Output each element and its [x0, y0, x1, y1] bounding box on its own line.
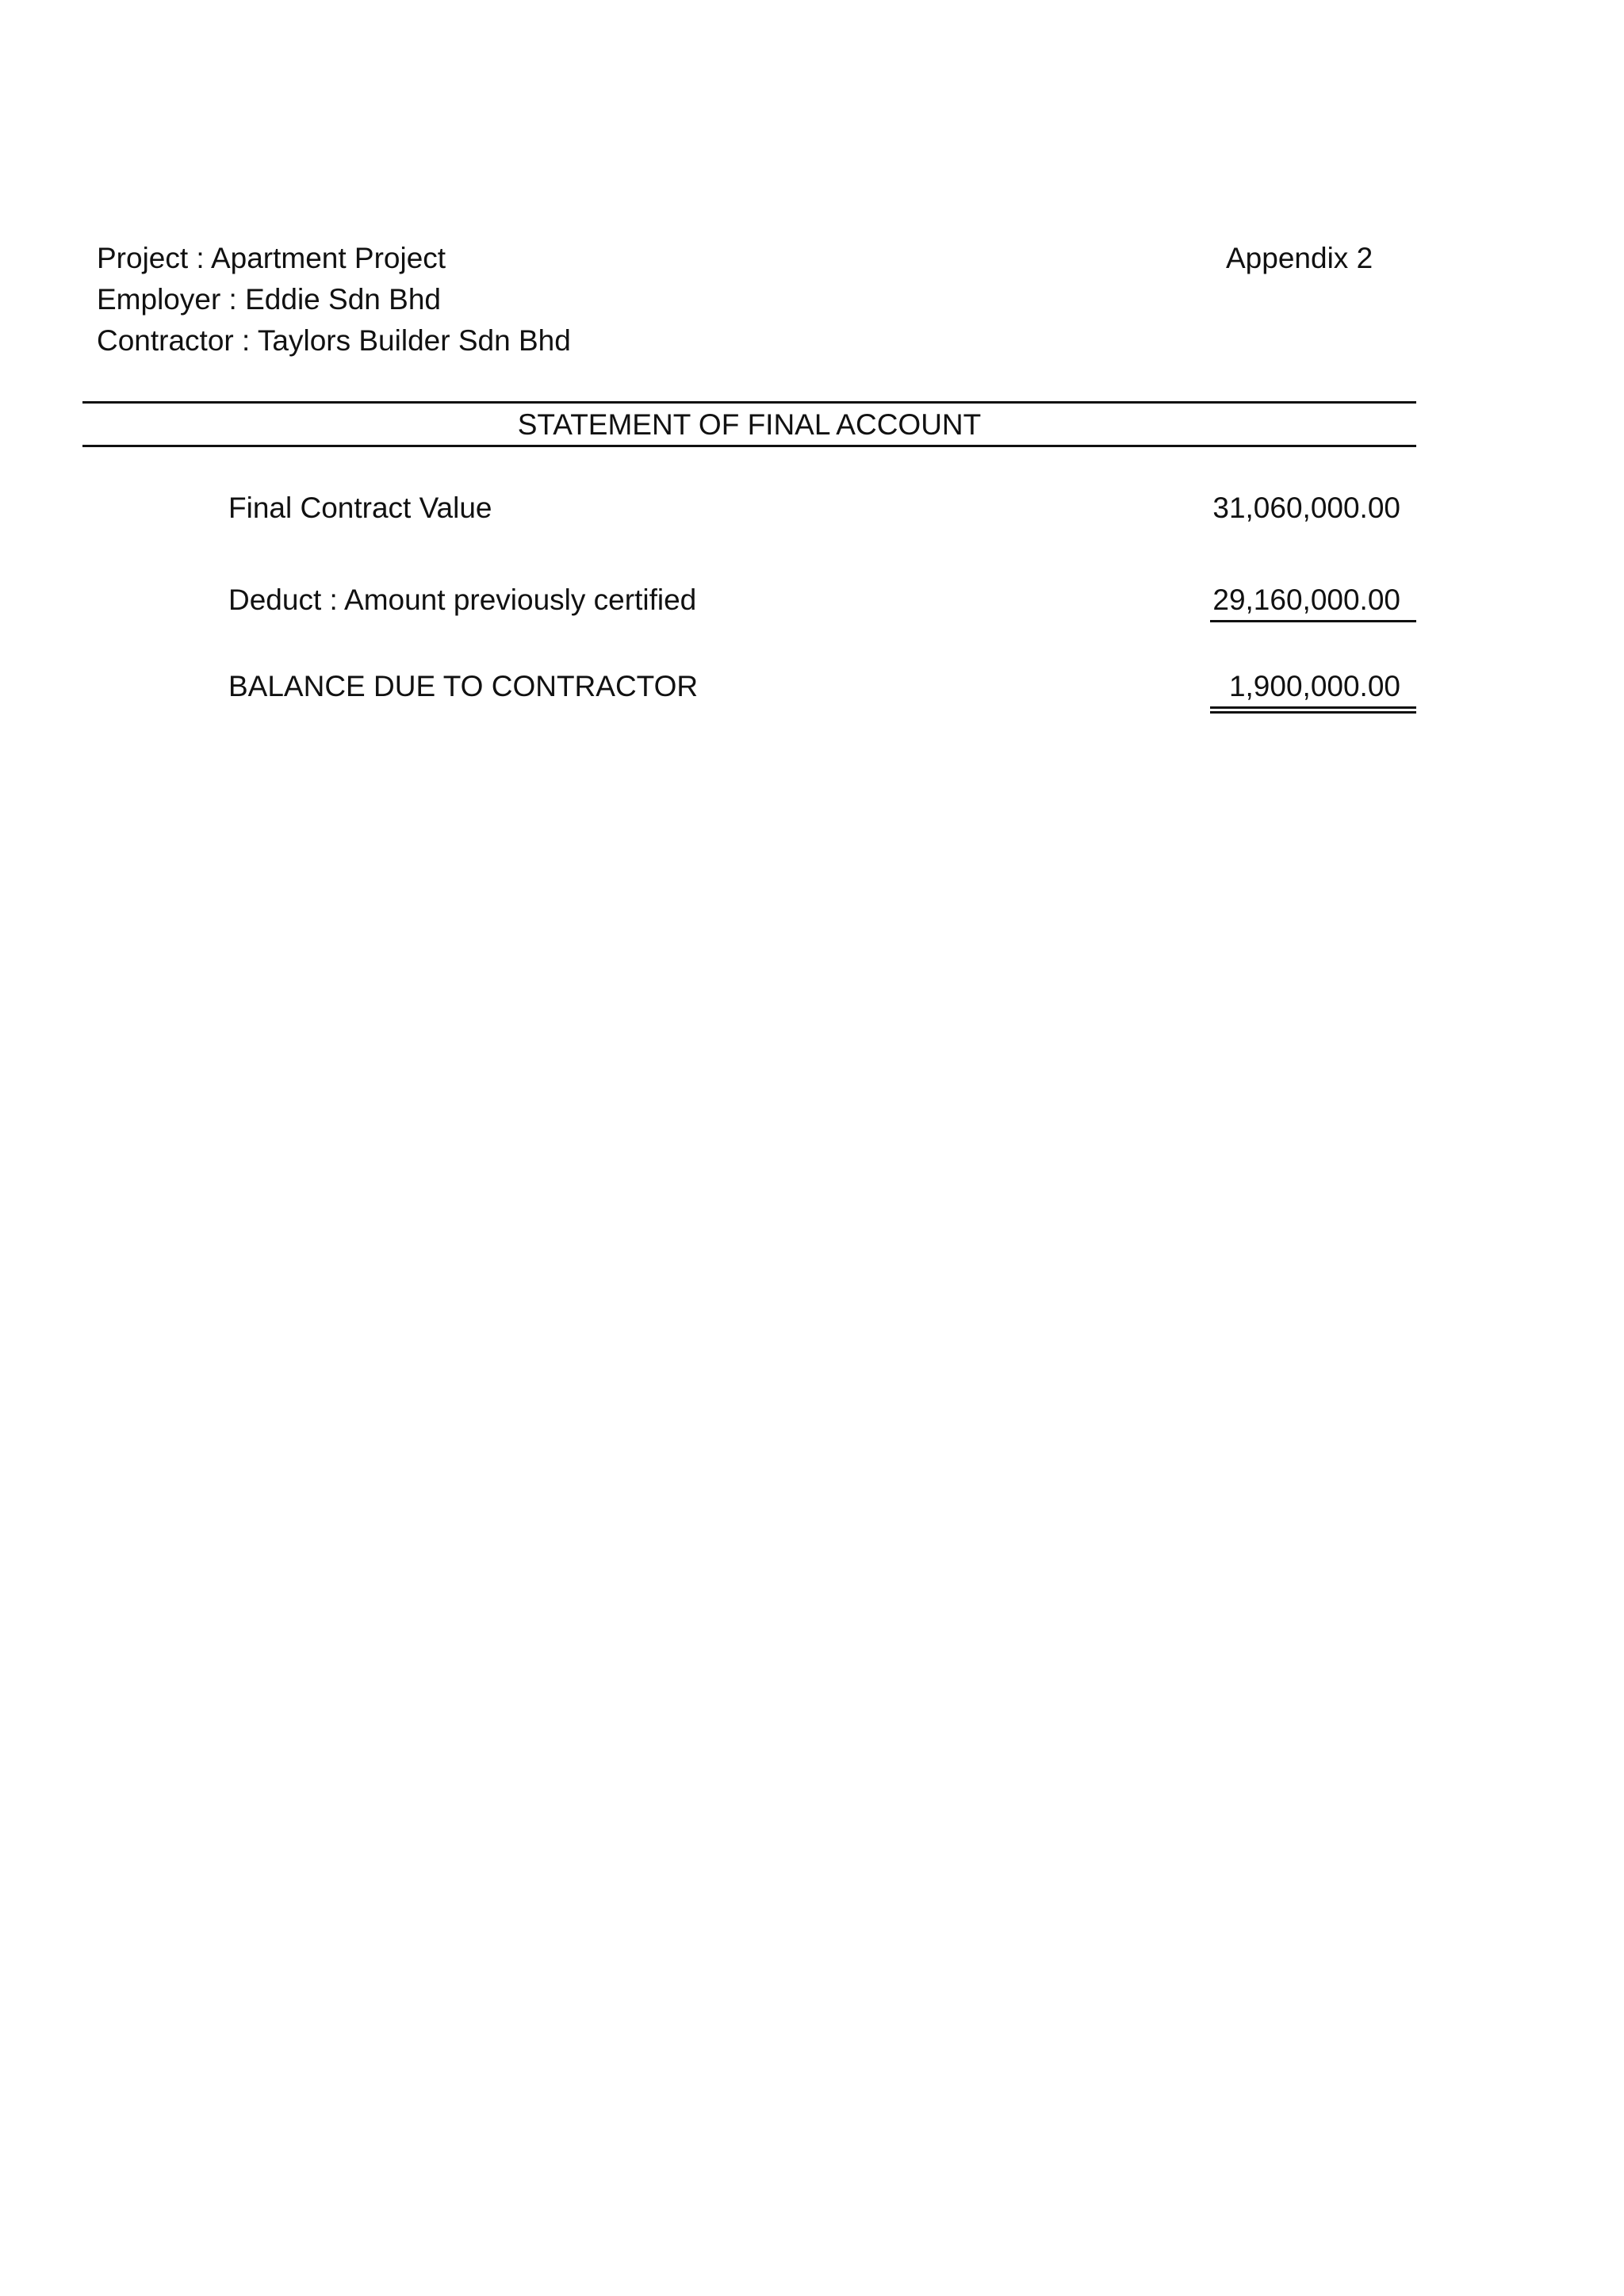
- project-line: Project : Apartment Project: [97, 242, 446, 274]
- balance-due-amount: 1,900,000.00: [1228, 670, 1400, 702]
- subtotal-underline: [1210, 620, 1416, 622]
- total-double-underline-bottom: [1210, 711, 1416, 714]
- contractor-line: Contractor : Taylors Builder Sdn Bhd: [97, 324, 571, 357]
- appendix-label: Appendix 2: [1226, 242, 1373, 274]
- amount-previously-certified-amount: 29,160,000.00: [1212, 584, 1400, 616]
- amount-previously-certified-label: Deduct : Amount previously certified: [228, 584, 697, 616]
- employer-line: Employer : Eddie Sdn Bhd: [97, 283, 441, 316]
- title-top-rule: [82, 401, 1416, 404]
- statement-title: STATEMENT OF FINAL ACCOUNT: [517, 408, 982, 441]
- balance-due-label: BALANCE DUE TO CONTRACTOR: [228, 670, 699, 702]
- final-contract-value-label: Final Contract Value: [228, 492, 492, 524]
- final-contract-value-amount: 31,060,000.00: [1212, 492, 1400, 524]
- total-double-underline-top: [1210, 706, 1416, 709]
- title-bottom-rule: [82, 445, 1416, 447]
